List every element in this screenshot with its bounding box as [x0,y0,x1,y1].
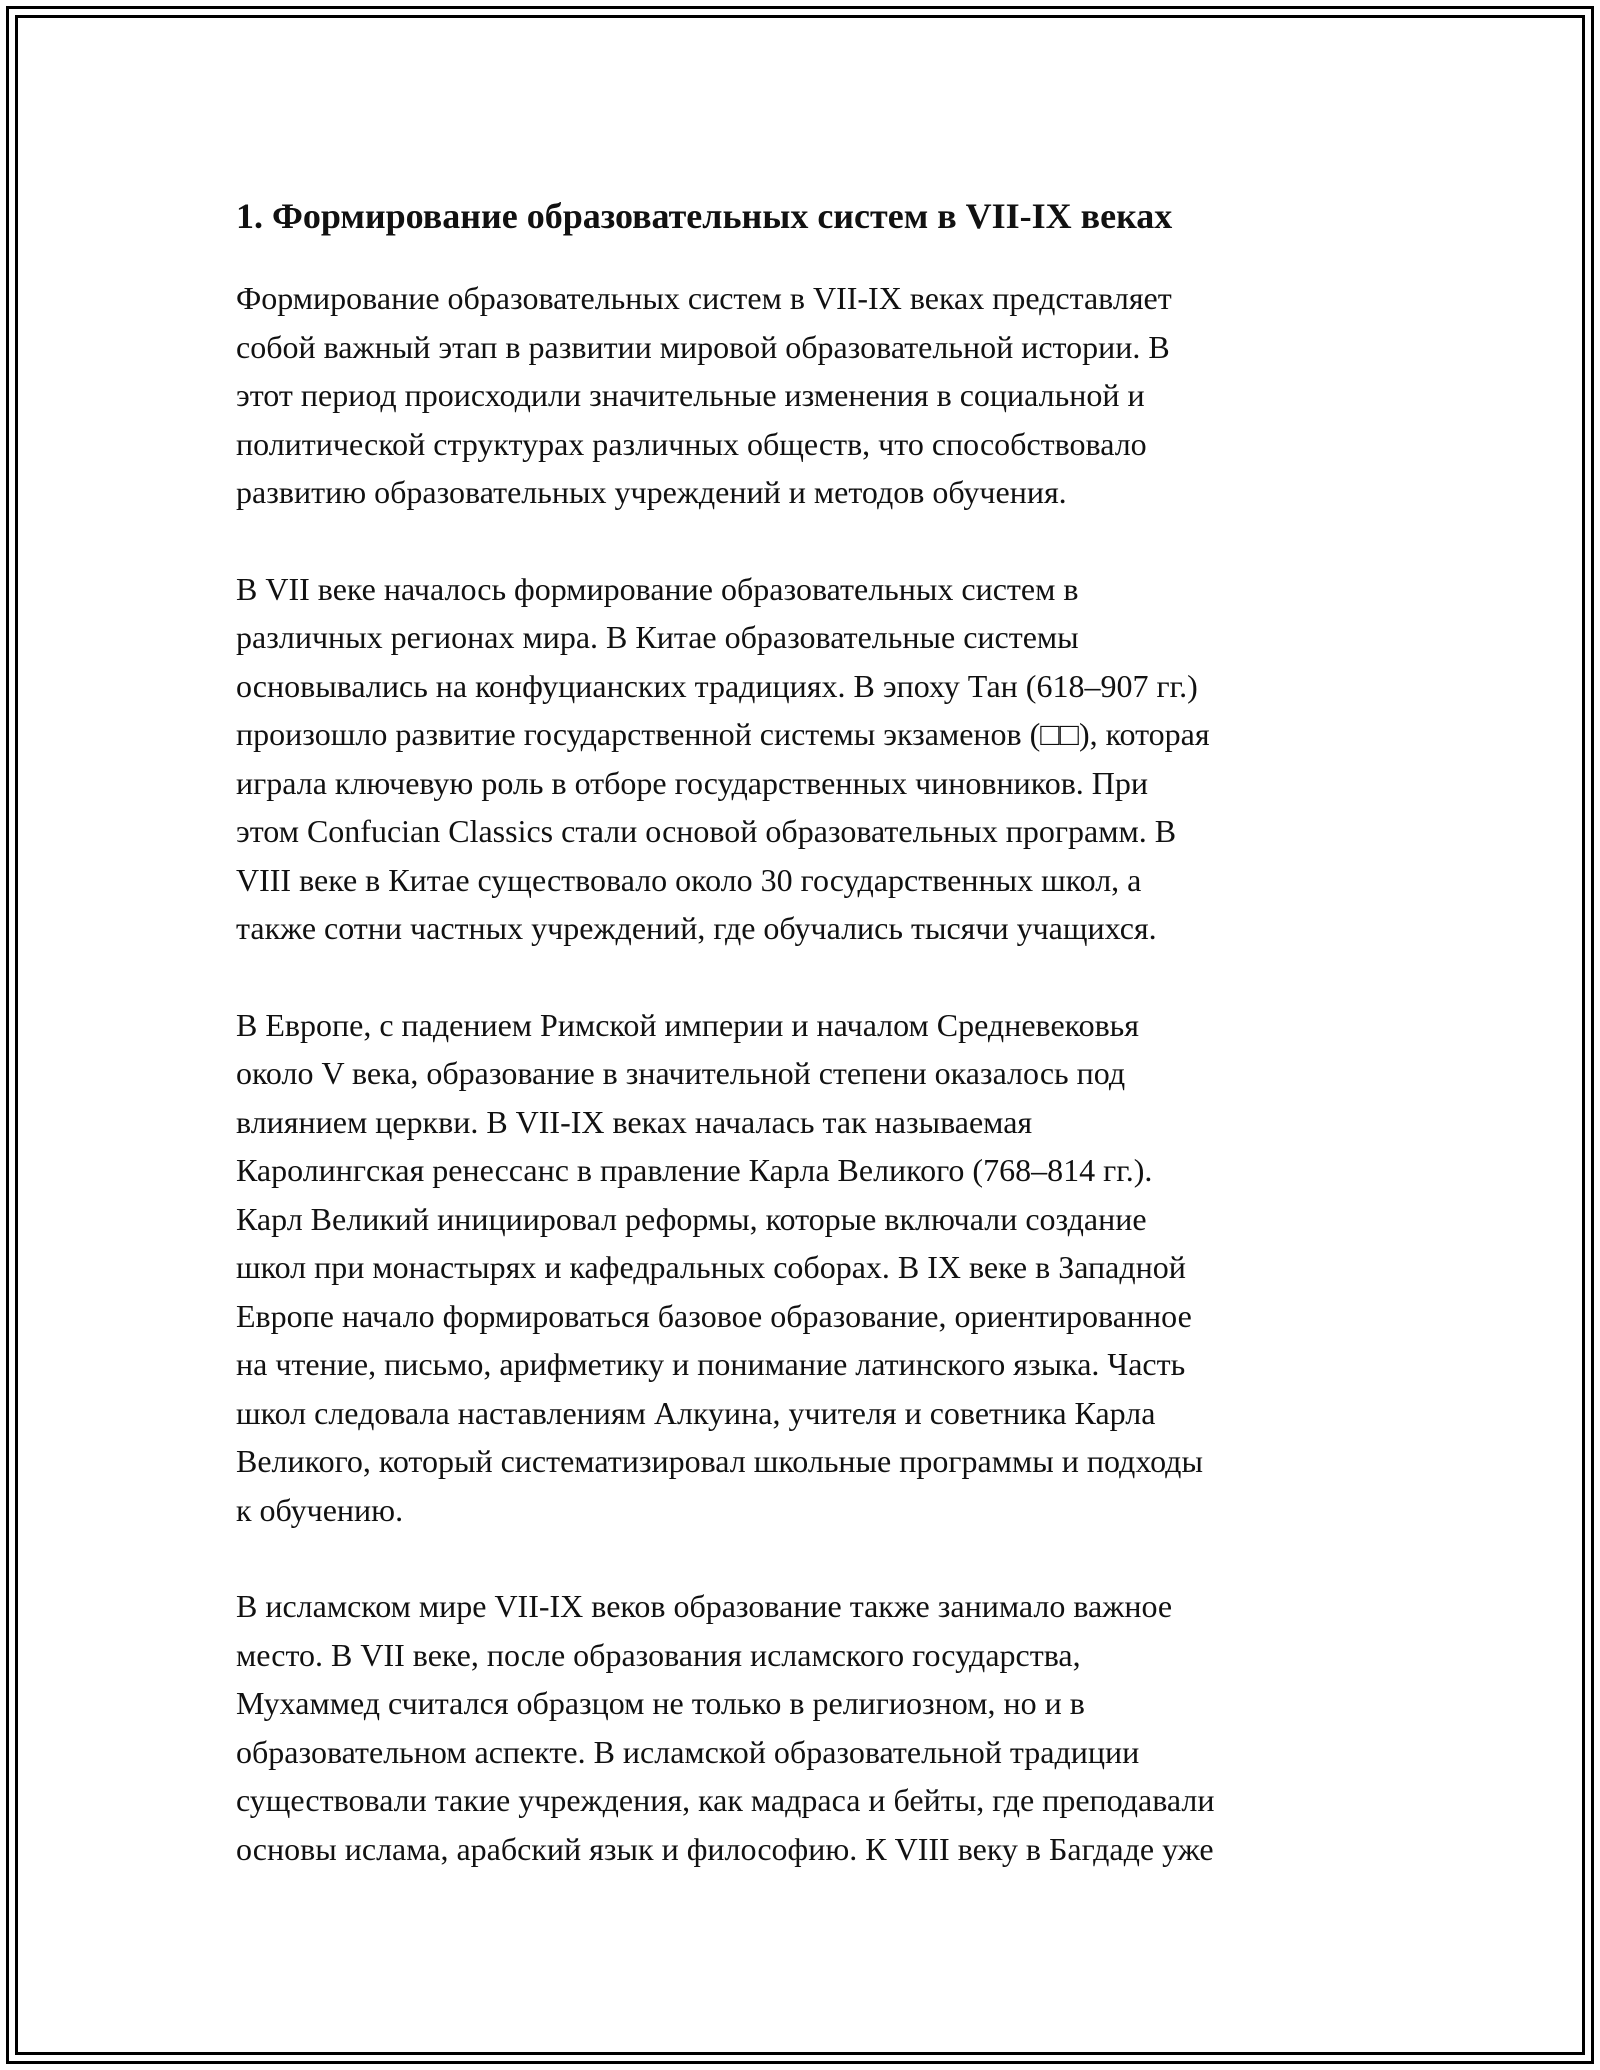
text-line: В Европе, с падением Римской империи и началом Средневековья [236,1006,1139,1043]
text-line: к обучению. [236,1491,404,1528]
text-line: место. В VII веке, после образования исламского государства, [236,1636,1081,1673]
text-line: играла ключевую роль в отборе государственных чиновников. При [236,764,1149,801]
text-line: на чтение, письмо, арифметику и понимание латинского языка. Часть [236,1346,1186,1382]
paragraph [236,1582,1371,1873]
text-line: Великого, который систематизировал школьные программы и подходы [236,1443,1203,1479]
text-line: развитию образовательных учреждений и методов обучения. [236,474,1067,510]
text-line: влиянием церкви. В VII-IX веках началась так называемая [236,1103,1033,1140]
text-line: VIII веке в Китае существовало около 30 государственных школ, а [236,861,1142,898]
text-line: существовали такие учреждения, как мадраса и бейты, где преподавали [236,1782,1215,1818]
text-line: школ при монастырях и кафедральных соборах. В IX веке в Западной [236,1249,1186,1285]
text-line: различных регионах мира. В Китае образовательные системы [236,619,1079,655]
text-line: Каролингская ренессанс в правление Карла Великого (768–814 гг.). [236,1152,1153,1188]
text-line: собой важный этап в развитии мировой образовательной истории. В [236,328,1170,365]
text-line: Европе начало формироваться базовое образование, ориентированное [236,1297,1192,1334]
text-line: школ следовала наставлениям Алкуина, учителя и советника Карла [236,1394,1156,1431]
text-line: политической структурах различных обществ, что способствовало [236,425,1147,462]
paragraph-list [236,274,1371,1873]
text-line: основы ислама, арабский язык и философию. К VIII веку в Багдаде уже [236,1830,1214,1867]
text-line: также сотни частных учреждений, где обучались тысячи учащихся. [236,910,1157,946]
paragraph [236,1001,1371,1535]
document-body [236,188,1371,1921]
text-line: этот период происходили значительные изменения в социальной и [236,377,1145,413]
text-line: произошло развитие государственной системы экзаменов (□□), которая [236,716,1210,752]
text-line: В VII веке началось формирование образовательных систем в [236,570,1079,607]
paragraph [236,565,1371,953]
text-line: около V века, образование в значительной степени оказалось под [236,1055,1126,1091]
text-line: этом Confucian Classics стали основой образовательных программ. В [236,813,1177,849]
text-line: В исламском мире VII-IX веков образование также занимало важное [236,1588,1173,1624]
text-line: основывались на конфуцианских традициях. В эпоху Тан (618–907 гг.) [236,667,1198,704]
text-line: образовательном аспекте. В исламской образовательной традиции [236,1733,1140,1770]
text-line: Карл Великий инициировал реформы, которые включали создание [236,1200,1147,1237]
text-line: Формирование образовательных систем в VII-IX веках представляет [236,280,1172,316]
paragraph [236,274,1371,517]
text-line: Мухаммед считался образцом не только в религиозном, но и в [236,1685,1085,1721]
section-heading: 1. Формирование образовательных систем в VII-IX веках [236,196,1173,236]
